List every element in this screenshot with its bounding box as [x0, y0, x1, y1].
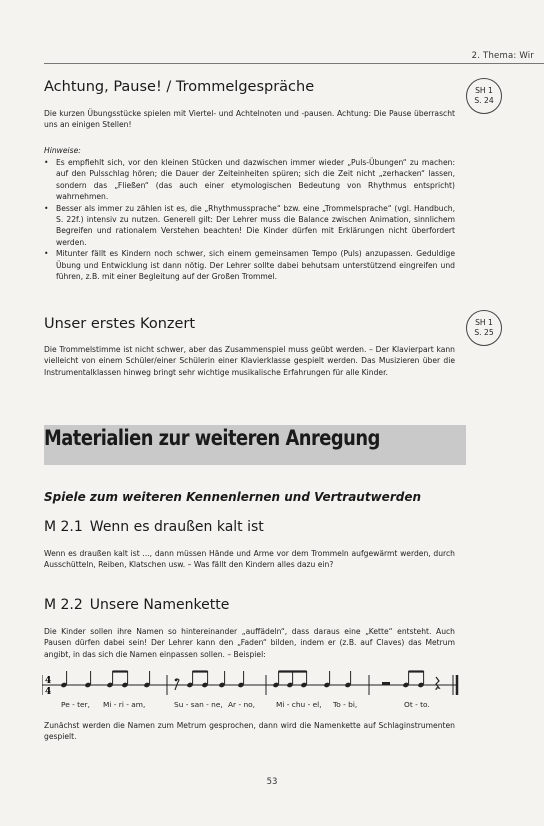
- lyric-name: Su - san - ne,: [174, 700, 223, 709]
- lyric-name: Pe - ter,: [61, 700, 90, 709]
- measure-2: [175, 671, 266, 695]
- measure-3: [272, 671, 369, 695]
- reference-badge-sh1-s24: [466, 78, 502, 114]
- section-title-erstes-konzert: Unser erstes Konzert: [44, 316, 196, 332]
- reference-badge-line2: S. 25: [474, 328, 494, 337]
- m22-body: Die Kinder sollen ihre Namen so hintereinander „auffädeln“, dass daraus eine „Kette“ entsteht. Auch Pausen dürfen dabei sein! Der Lehrer kann den „Faden“ bilden, indem er (z.B. auf Claves) das Metrum angibt, in das sich die Namen einpassen sollen. – Beispiel:: [44, 627, 455, 659]
- bullet-icon: •: [44, 203, 49, 213]
- bullet-icon: •: [44, 158, 49, 167]
- time-signature-bottom: 4: [45, 687, 52, 697]
- quarter-rest: [436, 677, 439, 690]
- m22-heading: [44, 597, 229, 613]
- hints-label: Hinweise:: [44, 146, 81, 155]
- reference-badge-line1: SH 1: [475, 318, 493, 327]
- section-title-achtung-pause: Achtung, Pause! / Trommelgespräche: [44, 79, 315, 95]
- reference-badge-sh1-s25: [466, 310, 502, 346]
- hint-item: [44, 203, 455, 249]
- m22-title: Unsere Namenkette: [89, 597, 230, 613]
- reference-badge-line1: SH 1: [475, 86, 493, 95]
- eighth-rest-dot: [175, 679, 178, 682]
- measure-4: [382, 671, 457, 695]
- lyric-name: Mi - ri - am,: [103, 700, 146, 709]
- m22-code: M 2.2: [44, 597, 83, 613]
- time-signature-top: 4: [45, 676, 52, 686]
- header-rule: [44, 63, 544, 64]
- hint-item: [44, 157, 455, 203]
- chapter-subtitle: Spiele zum weiteren Kennenlernen und Vertrautwerden: [44, 489, 422, 504]
- bullet-icon: •: [44, 249, 49, 259]
- hint-text: Mitunter fällt es Kindern noch schwer, sich einem gemeinsamen Tempo (Puls) anzupassen. Geduldige Übung und Entwicklung ist dann nötig. Der Lehrer sollte dabei behutsam unterstützend eingreifen und führen, z.B. mit einer Begleitung auf der Großen Trommel.: [56, 249, 455, 282]
- hint-item: [44, 248, 455, 282]
- lyric-name: To - bi,: [333, 700, 358, 709]
- m21-code: M 2.1: [44, 519, 83, 535]
- half-rest: [382, 682, 390, 685]
- running-head: 2. Thema: Wir: [471, 51, 534, 61]
- measure-1: [60, 671, 167, 695]
- lyric-name: Ot - to.: [404, 700, 430, 709]
- section1-intro: Die kurzen Übungsstücke spielen mit Viertel- und Achtelnoten und -pausen. Achtung: Die Pause überrascht uns an einigen Stellen!: [44, 109, 455, 130]
- chapter-banner-title: Materialien zur weiteren Anregung: [44, 426, 380, 451]
- m22-after-text: Zunächst werden die Namen zum Metrum gesprochen, dann wird die Namenkette auf Schlaginstrumenten gespielt.: [44, 721, 455, 742]
- section2-body: Die Trommelstimme ist nicht schwer, aber das Zusammenspiel muss geübt werden. – Der Klavierpart kann vielleicht von einem Schüler/einer Schülerin einer Klavierklasse gespielt werden. Das Musizieren über die Instrumentalklassen hinweg bringt sehr wichtige musikalische Erfahrungen für alle Kinder.: [44, 345, 455, 377]
- page-number: 53: [266, 777, 278, 787]
- m21-body: Wenn es draußen kalt ist ..., dann müssen Hände und Arme vor dem Trommeln aufgewärmt werden, durch Ausschütteln, Reiben, Klatschen usw. – Was fällt den Kindern alles dazu ein?: [44, 549, 455, 570]
- hint-text: Es empfiehlt sich, vor den kleinen Stücken und dazwischen immer wieder „Puls-Übungen“ zu machen: auf den Pulsschlag hören; die Dauer der Zeiteinheiten spüren; sich die Zeit nicht „zerhacken“ lassen, sondern das „Fließen“ (das auch einer etymologischen Bedeutung von Rhythmus entspricht) wahrnehmen.: [56, 158, 455, 202]
- m21-heading: [44, 519, 264, 535]
- hint-text: Besser als immer zu zählen ist es, die „Rhythmussprache“ bzw. eine „Trommelsprache“ (vgl. Handbuch, S. 22f.) intensiv zu nutzen. Generell gilt: Der Lehrer muss die Balance zwischen Animation, sinnlichem Begreifen und rationalem Verstehen beachten! Die Kinder dürfen mit Erklärungen nicht überfordert werden.: [56, 203, 455, 247]
- m21-title: Wenn es draußen kalt ist: [89, 519, 264, 535]
- lyric-name: Ar - no,: [228, 700, 256, 709]
- rhythm-lyrics: [0, 700, 544, 712]
- reference-badge-line2: S. 24: [474, 96, 494, 105]
- lyric-name: Mi - chu - el,: [276, 700, 322, 709]
- hints-list: [44, 157, 455, 282]
